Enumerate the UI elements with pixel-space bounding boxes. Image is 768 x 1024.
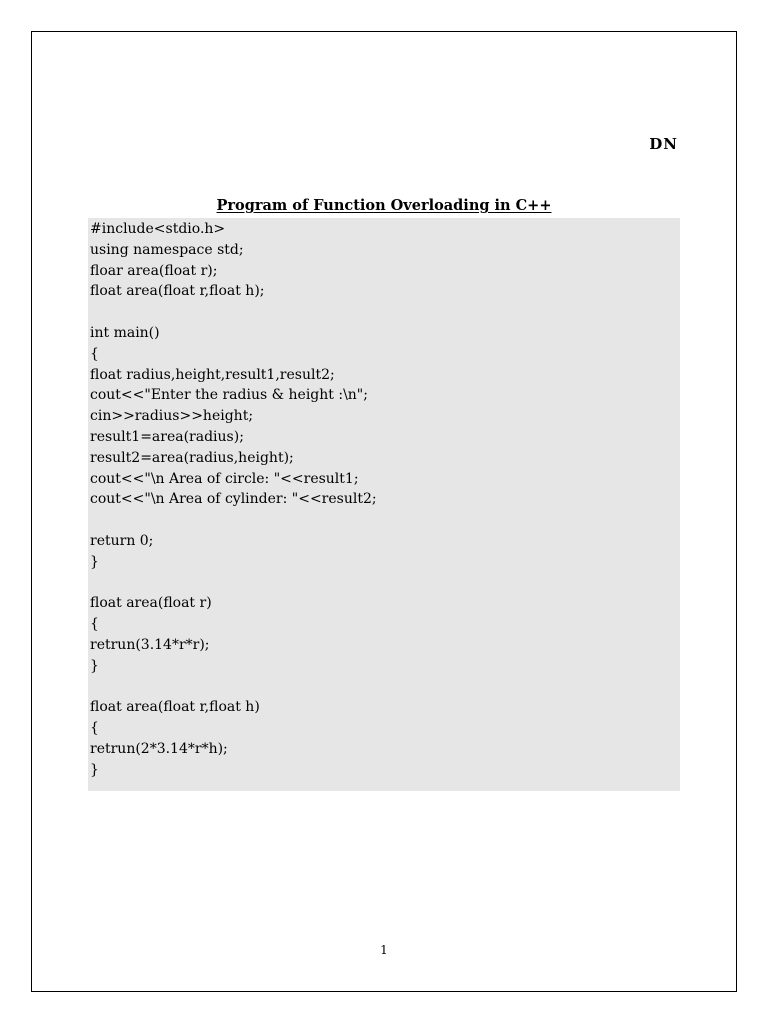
code-line: cout<<"Enter the radius & height :\n"; [90,387,368,404]
page-number: 1 [380,943,388,957]
code-line: #include<stdio.h> [90,221,226,237]
code-line [90,510,680,531]
code-line: return 0; [90,532,154,549]
code-line: retrun(3.14*r*r); [90,636,210,653]
code-line: { [90,345,99,362]
code-line: float area(float r,float h); [90,283,265,300]
code-line [90,302,680,323]
code-line: cin>>radius>>height; [90,408,254,425]
code-line: { [90,720,99,737]
code-line: float area(float r) [90,595,212,612]
code-line: float radius,height,result1,result2; [90,366,335,383]
code-line: { [90,616,99,633]
code-line: } [90,761,99,778]
code-line: cout<<"\n Area of cylinder: "<<result2; [90,491,377,508]
code-line [90,677,680,698]
code-line: int main() [90,324,160,341]
code-block [88,218,680,791]
document-title: Program of Function Overloading in C++ [216,197,552,214]
code-line: cout<<"\n Area of circle: "<<result1; [90,470,359,487]
code-line [90,573,680,594]
code-line: float area(float r,float h) [90,699,260,716]
code-line: using namespace std; [90,241,244,258]
code-line: } [90,657,99,674]
code-line: retrun(2*3.14*r*h); [90,740,228,757]
code-line: result2=area(radius,height); [90,449,294,466]
code-line: } [90,553,99,570]
code-line: floar area(float r); [90,262,218,279]
code-line: result1=area(radius); [90,428,244,445]
header-initials: DN [649,135,678,153]
